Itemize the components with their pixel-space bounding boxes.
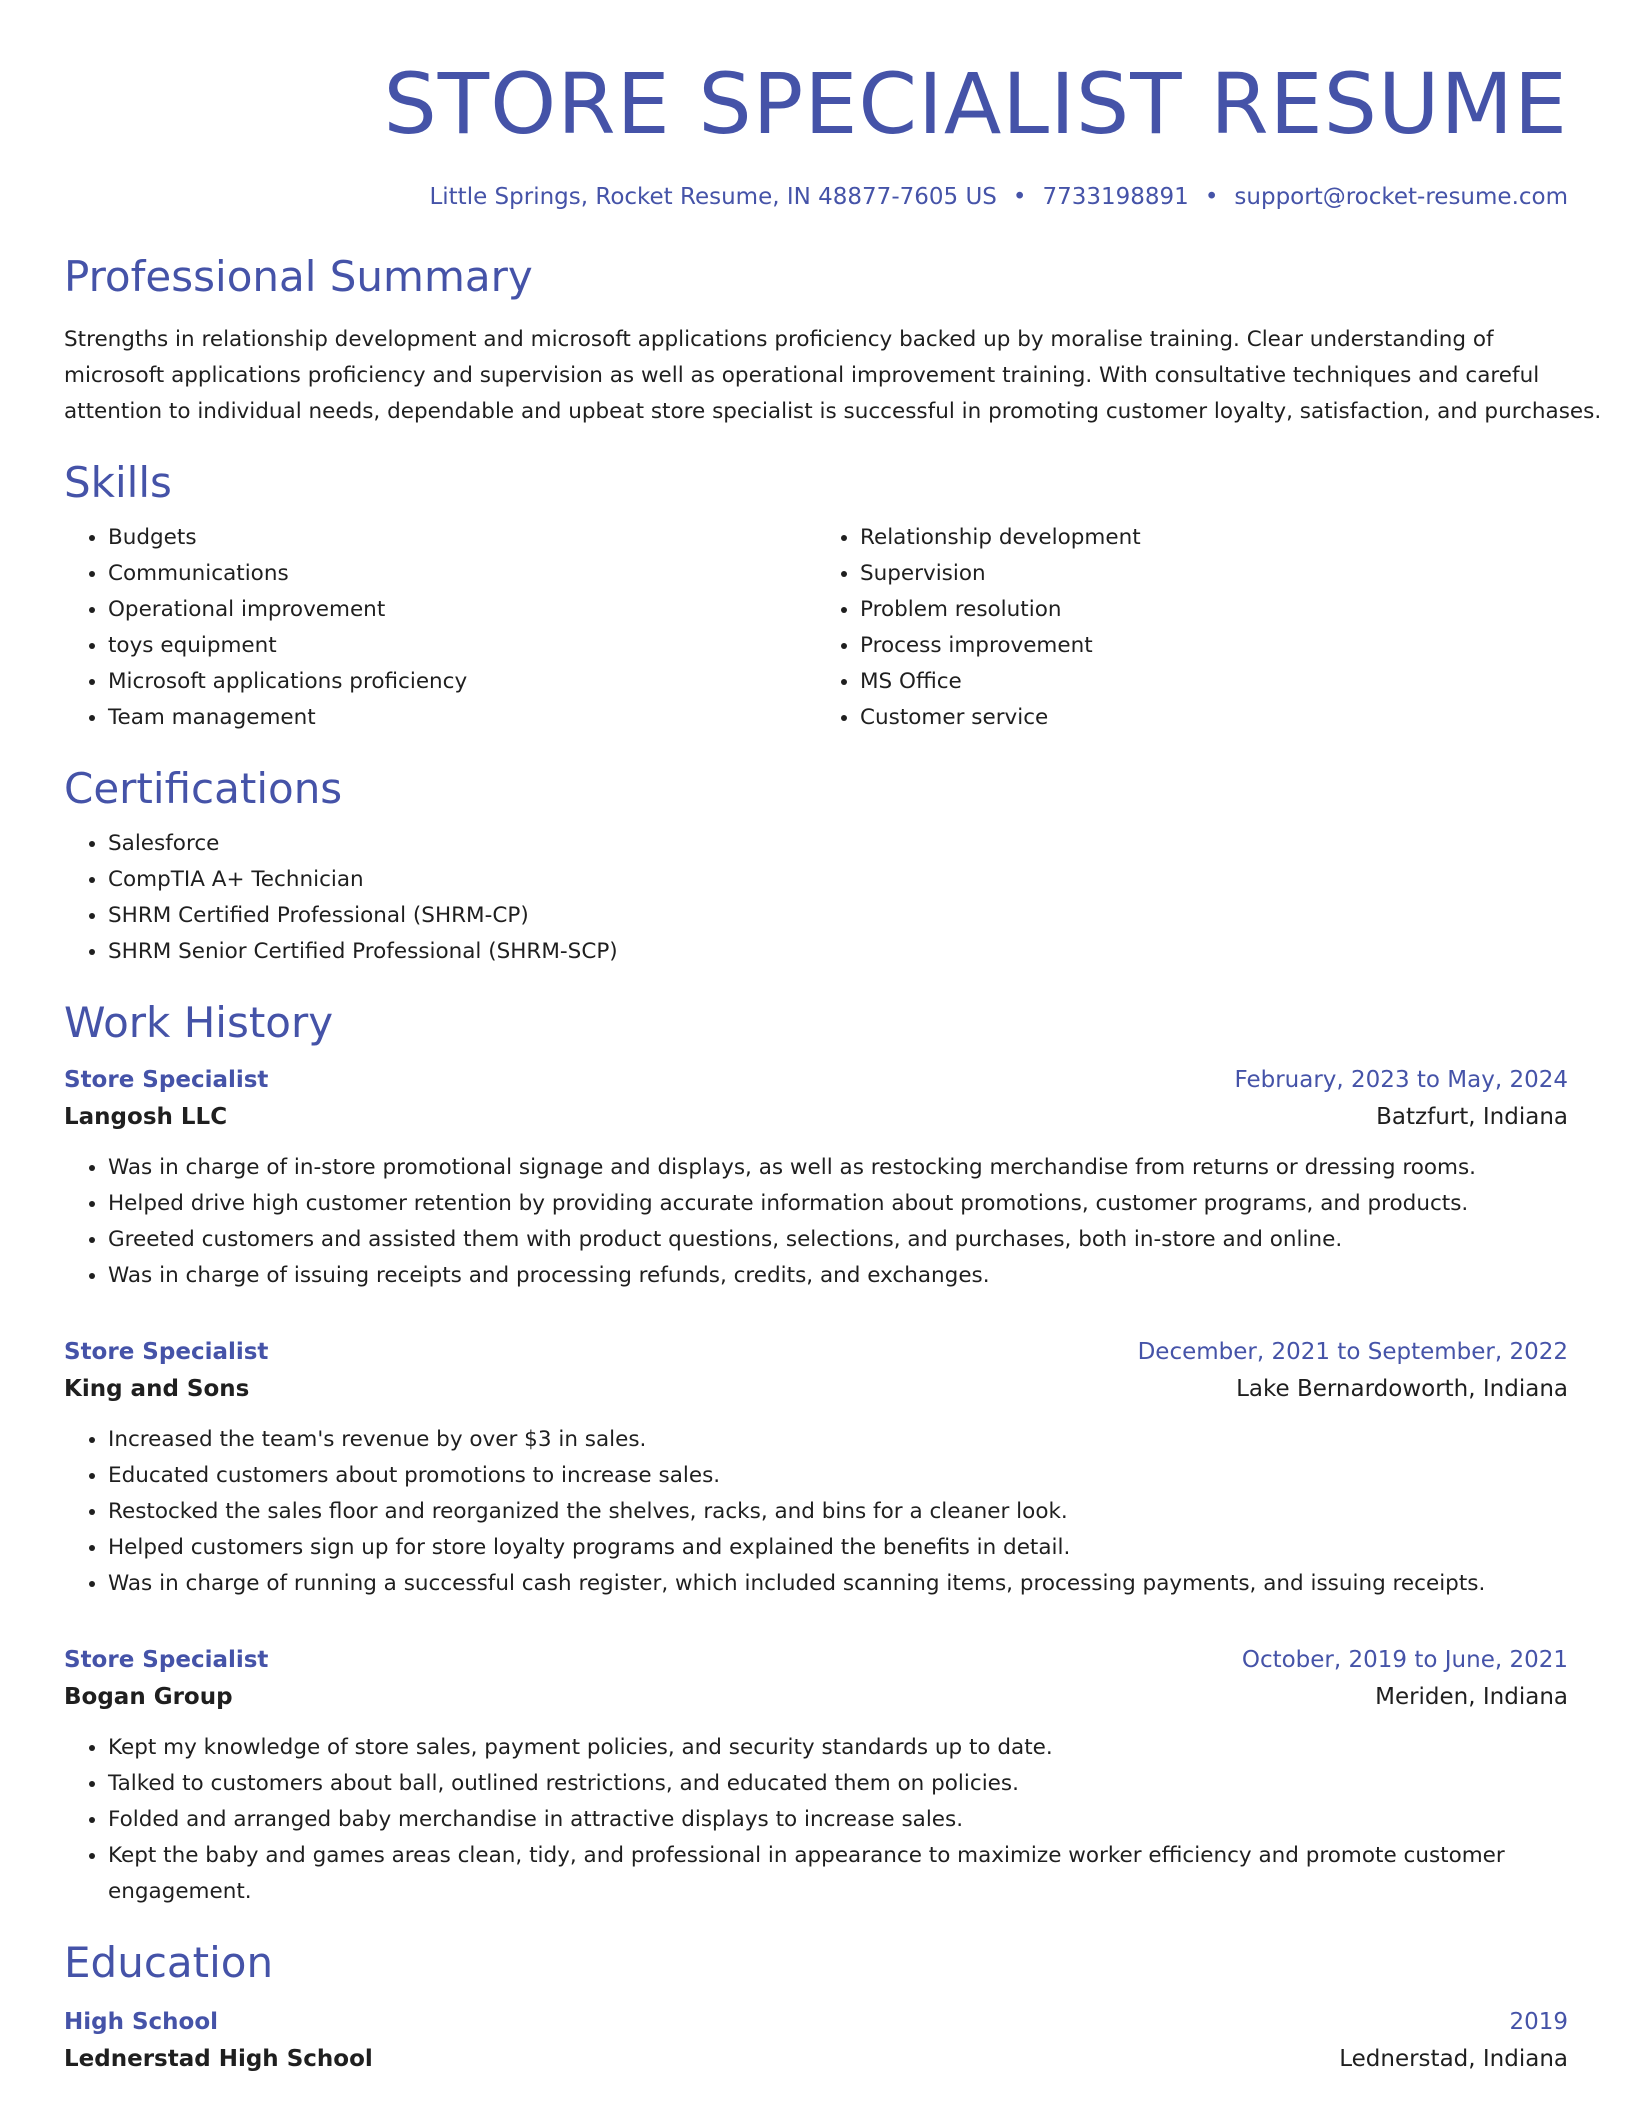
job-company: Bogan Group (64, 1684, 233, 1710)
job-bullet: • Kept the baby and games areas clean, tidy, and professional in appearance to maximize worker efficiency and promote customer engagement. (108, 1838, 1568, 1910)
job-entry (64, 1642, 1568, 1910)
summary-line: microsoft applications proficiency and supervision as well as operational improvement training. With consultative techniques and careful (64, 363, 1540, 388)
education-school-row (64, 2040, 1568, 2078)
job-dates: October, 2019 to June, 2021 (1241, 1647, 1568, 1673)
education-heading: Education (64, 1938, 274, 1987)
job-title: Store Specialist (64, 1339, 269, 1365)
job-bullet: • Folded and arranged baby merchandise in attractive displays to increase sales. (108, 1802, 1568, 1838)
job-location: Meriden, Indiana (1375, 1684, 1568, 1710)
skill-item: • MS Office (860, 664, 1568, 700)
job-bullet: • Was in charge of issuing receipts and processing refunds, credits, and exchanges. (108, 1258, 1568, 1294)
job-bullet: • Was in charge of running a successful cash register, which included scanning items, processing payments, and issuing receipts. (108, 1566, 1568, 1602)
job-dates: December, 2021 to September, 2022 (1137, 1339, 1568, 1365)
job-entry (64, 1062, 1568, 1294)
skills-right-column (816, 520, 1568, 736)
skill-item: • Relationship development (860, 520, 1568, 556)
contact-separator: • (1012, 184, 1027, 210)
job-employer (64, 1098, 1568, 1136)
skill-item: • Team management (108, 700, 816, 736)
certification-item: • CompTIA A+ Technician (108, 862, 1568, 898)
skill-item: • Process improvement (860, 628, 1568, 664)
job-bullets (64, 1150, 1568, 1294)
certification-item: • SHRM Certified Professional (SHRM-CP) (108, 898, 1568, 934)
job-location: Lake Bernardoworth, Indiana (1236, 1376, 1568, 1402)
contact-phone: 7733198891 (1042, 184, 1189, 210)
job-bullet: • Increased the team's revenue by over $3 in sales. (108, 1422, 1568, 1458)
certifications-heading: Certifications (64, 764, 343, 813)
job-employer (64, 1678, 1568, 1716)
job-header (64, 1334, 1568, 1370)
education-year: 2019 (1509, 2009, 1568, 2035)
skill-item: • Customer service (860, 700, 1568, 736)
job-bullet: • Educated customers about promotions to increase sales. (108, 1458, 1568, 1494)
contact-line (64, 184, 1568, 210)
job-company: King and Sons (64, 1376, 250, 1402)
job-header (64, 1642, 1568, 1678)
work-history-heading: Work History (64, 998, 334, 1047)
summary-line: attention to individual needs, dependable and upbeat store specialist is successful in promoting customer loyalty, satisfaction, and purchases. (64, 399, 1602, 424)
skills-list (64, 520, 1568, 736)
summary-text (64, 322, 1602, 430)
education-degree: High School (64, 2009, 219, 2035)
contact-separator: • (1204, 184, 1219, 210)
job-bullet: • Greeted customers and assisted them with product questions, selections, and purchases, both in-store and online. (108, 1222, 1568, 1258)
education-header (64, 2004, 1568, 2040)
skill-item: • Operational improvement (108, 592, 816, 628)
job-bullet: • Helped customers sign up for store loyalty programs and explained the benefits in detail. (108, 1530, 1568, 1566)
job-bullet: • Was in charge of in-store promotional signage and displays, as well as restocking merchandise from returns or dressing rooms. (108, 1150, 1568, 1186)
certifications-list (64, 826, 1568, 970)
education-entry (64, 2004, 1568, 2078)
page-title: STORE SPECIALIST RESUME (383, 55, 1568, 153)
job-employer (64, 1370, 1568, 1408)
skill-item: • Microsoft applications proficiency (108, 664, 816, 700)
job-header (64, 1062, 1568, 1098)
job-location: Batzfurt, Indiana (1376, 1104, 1568, 1130)
certification-item: • SHRM Senior Certified Professional (SHRM-SCP) (108, 934, 1568, 970)
job-title: Store Specialist (64, 1647, 269, 1673)
skill-item: • Budgets (108, 520, 816, 556)
job-company: Langosh LLC (64, 1104, 228, 1130)
skill-item: • Problem resolution (860, 592, 1568, 628)
job-title: Store Specialist (64, 1067, 269, 1093)
job-bullet: • Helped drive high customer retention by providing accurate information about promotions, customer programs, and products. (108, 1186, 1568, 1222)
skill-item: • Communications (108, 556, 816, 592)
skill-item: • Supervision (860, 556, 1568, 592)
summary-heading: Professional Summary (64, 252, 533, 301)
job-bullet: • Kept my knowledge of store sales, payment policies, and security standards up to date. (108, 1730, 1568, 1766)
job-bullets (64, 1730, 1568, 1910)
contact-address: Little Springs, Rocket Resume, IN 48877-7605 US (429, 184, 997, 210)
job-dates: February, 2023 to May, 2024 (1234, 1067, 1568, 1093)
summary-line: Strengths in relationship development and microsoft applications proficiency backed up by moralise training. Clear understanding of (64, 327, 1494, 352)
skills-heading: Skills (64, 458, 172, 507)
contact-email: support@rocket-resume.com (1234, 184, 1568, 210)
job-entry (64, 1334, 1568, 1602)
education-location: Lednerstad, Indiana (1339, 2046, 1568, 2072)
skill-item: • toys equipment (108, 628, 816, 664)
skills-left-column (64, 520, 816, 736)
job-bullet: • Restocked the sales floor and reorganized the shelves, racks, and bins for a cleaner look. (108, 1494, 1568, 1530)
certification-item: • Salesforce (108, 826, 1568, 862)
education-school: Lednerstad High School (64, 2046, 373, 2072)
job-bullet: • Talked to customers about ball, outlined restrictions, and educated them on policies. (108, 1766, 1568, 1802)
job-bullets (64, 1422, 1568, 1602)
